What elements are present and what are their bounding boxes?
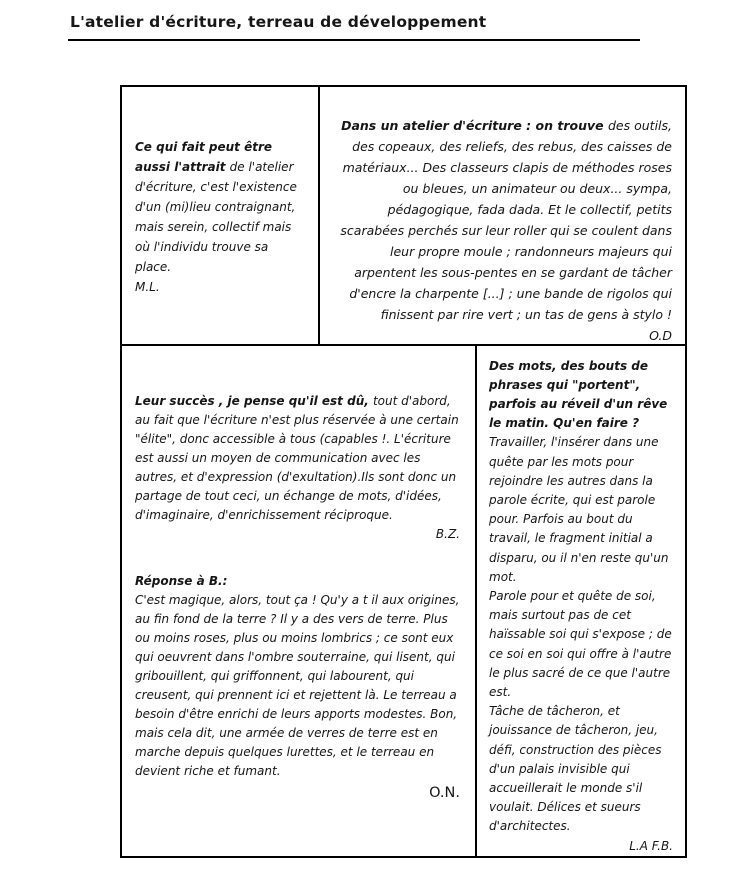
- quotes-table: [120, 85, 687, 858]
- quote-body: Parole pour et quête de soi, mais surtout pas de cet haïssable soi qui s'expose ; de ce soi en soi qui offre à l'autre le plus sacré de ce que l'autre est.: [489, 588, 672, 699]
- quote-cell-bz-on: [122, 346, 477, 857]
- quote-paragraph: [338, 115, 672, 325]
- quote-lead: Des mots, des bouts de phrases qui "portent", parfois au réveil d'un rêve le matin. Qu'en faire ?: [489, 358, 668, 431]
- title-underline: [68, 39, 640, 42]
- quote-paragraph: [135, 137, 305, 277]
- quote-lead: Ce qui fait peut être aussi l'attrait: [135, 140, 273, 174]
- quote-cell-lafb: [477, 346, 685, 857]
- quote-body: Travailler, l'insérer dans une quête par les mots pour rejoindre les autres dans la parole écrite, qui est parole pour. Parfois au bout du travail, le fragment initial a disparu, ou il n'en reste qu'un mot.: [489, 435, 669, 584]
- quote-cell-od: [320, 87, 685, 344]
- signature-ml: M.L.: [135, 280, 160, 294]
- quote-lead: Dans un atelier d'écriture : on trouve: [341, 118, 608, 133]
- signature-od: O.D: [649, 328, 672, 343]
- quote-body: Tâche de tâcheron, et jouissance de tâcheron, jeu, défi, construction des pièces d'un palais invisible qui accueillerait le monde s'il voulait. Délices et sueurs d'architectes.: [489, 704, 662, 834]
- table-row-2: [122, 346, 685, 857]
- quote-body: tout d'abord, au fait que l'écriture n'est plus réservée à une certain "élite", donc accessible à tous (capables !. L'écriture est aussi un moyen de communication avec les autres, et d'expression (d'exultation).Ils sont donc un partage de tout ceci, un échange de mots, d'idées, d'imaginaire, d'enrichissement réciproque.: [135, 393, 459, 522]
- signature-lafb: L.A F.B.: [629, 838, 673, 853]
- quote-paragraph: [135, 392, 460, 525]
- quote-body: C'est magique, alors, tout ça ! Qu'y a t il aux origines, au fin fond de la terre ? Il y a des vers de terre. Plus ou moins roses, plus ou moins lombrics ; ce sont eux qui oeuvrent dans l'ombre souterraine, qui lisent, qui gribouillent, qui griffonnent, qui labourent, qui creusent, qui prennent ici et rejettent là. Le terreau a besoin d'être enrichi de leurs apports modestes. Bon, mais cela dit, une armée de verres de terre est en marche depuis quelques lurettes, et le terreau en devient riche et fumant.: [135, 592, 460, 778]
- quote-body: des outils, des copeaux, des reliefs, des rebus, des caisses de matériaux... Des classeurs clapis de méthodes roses ou bleues, un animateur ou deux... sympa, pédagogique, fada dada. Et le collectif, petits scarabées perchés sur leur roller qui se coulent dans leur propre moule ; randonneurs majeurs qui arpentent les sous-pentes en se gardant de tâcher d'encre la charpente [...] ; une bande de rigolos qui finissent par rire vert ; un tas de gens à stylo !: [340, 118, 672, 322]
- table-row-1: [122, 87, 685, 346]
- page-title: L'atelier d'écriture, terreau de développement: [70, 13, 487, 31]
- reply-heading: Réponse à B.:: [135, 573, 228, 588]
- signature-on: O.N.: [429, 784, 460, 801]
- quote-cell-ml: [122, 87, 320, 344]
- signature-bz: B.Z.: [435, 526, 460, 541]
- quote-lead: Leur succès , je pense qu'il est dû,: [135, 393, 373, 408]
- quote-body: de l'atelier d'écriture, c'est l'existence d'un (mi)lieu contraignant, mais serein, collectif mais où l'individu trouve sa place.: [135, 160, 297, 274]
